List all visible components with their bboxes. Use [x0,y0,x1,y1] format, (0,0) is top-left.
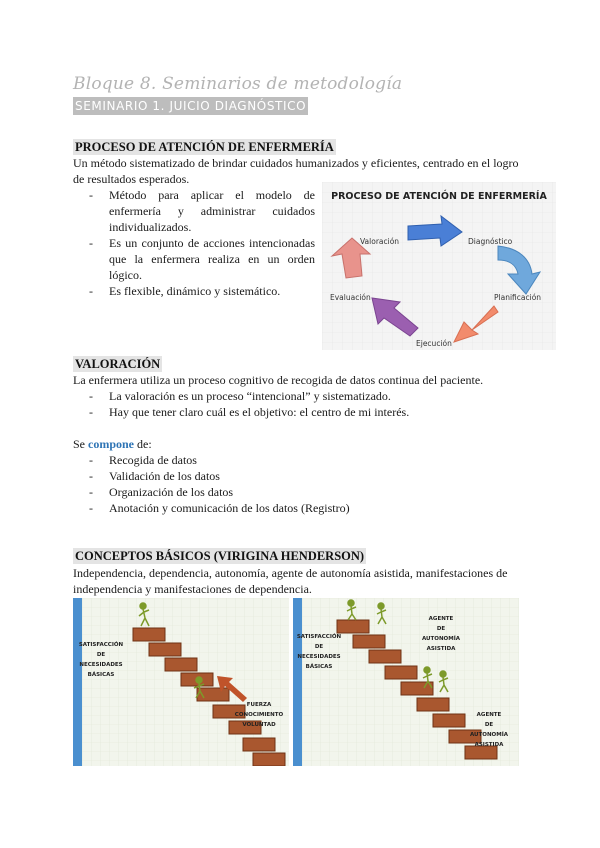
block-title: Bloque 8. Seminarios de metodología [73,74,403,94]
pae-cycle-diagram [322,182,556,350]
compone-post: de: [134,437,152,451]
diagram-title: PROCESO DE ATENCIÓN DE ENFERMERÍA [331,191,547,202]
list-item: - Es flexible, dinámico y sistemático. [89,283,315,299]
list-item: - La valoración es un proceso “intencional” y sistematizado. [89,388,529,404]
agente-bottom-label-2: DE [484,722,494,728]
satisfaccion-label-2: DE [314,644,324,650]
compone-pre: Se [73,437,88,451]
blue-side-bar [293,598,302,766]
staircase-figure-independence [73,598,289,766]
list-item: - Método para aplicar el modelo de enfermería y administrar cuidados individualizados. [89,187,315,235]
agente-top-label-4: ASISTIDA [426,646,456,652]
conceptos-line2: independencia y manifestaciones de dependencia. [73,582,312,596]
compone-highlight: compone [88,437,134,451]
satisfaccion-label-4: BÁSICAS [305,664,333,670]
valoracion-heading: VALORACIÓN [75,357,161,371]
satisfaccion-label-4: BÁSICAS [87,672,115,678]
list-item: - Validación de los datos [89,468,529,484]
list-item: - Recogida de datos [89,452,529,468]
satisfaccion-label-3: NECESIDADES [297,654,341,660]
compone-line [73,436,152,452]
agente-top-label-1: AGENTE [428,616,454,622]
agente-top-label-2: DE [436,626,446,632]
stage-planificacion: Planificación [494,293,542,302]
list-item: - Anotación y comunicación de los datos (Registro) [89,500,529,516]
conceptos-line1: Independencia, dependencia, autonomía, agente de autonomía asistida, manifestaciones de [73,566,508,580]
pae-bullet-list [89,187,315,299]
agente-top-label-3: AUTONOMÍA [421,636,461,642]
pae-intro-line1: Un método sistematizado de brindar cuidados humanizados y eficientes, centrado en el logro [73,156,519,170]
satisfaccion-label-1: SATISFACCIÓN [78,642,124,648]
stage-evaluacion: Evaluación [330,293,371,302]
agente-bottom-label-1: AGENTE [476,712,502,718]
valoracion-intro: La enfermera utiliza un proceso cognitivo de recogida de datos continua del paciente. [73,373,484,387]
list-item: - Organización de los datos [89,484,529,500]
valoracion-bullet-list [89,388,529,420]
fuerza-label-2: CONOCIMIENTO [234,712,284,718]
agente-bottom-label-4: ASISTIDA [474,742,504,748]
satisfaccion-label-2: DE [96,652,106,658]
fuerza-label-1: FUERZA [246,702,272,708]
components-list [89,452,529,516]
pae-heading: PROCESO DE ATENCIÓN DE ENFERMERÍA [75,140,334,154]
satisfaccion-label-3: NECESIDADES [79,662,123,668]
staircase-figure-agente [293,598,519,766]
list-item: - Hay que tener claro cuál es el objetivo: el centro de mi interés. [89,404,529,420]
stage-ejecucion: Ejecución [416,339,452,348]
pae-intro-line2: de resultados esperados. [73,172,190,186]
agente-bottom-label-3: AUTONOMÍA [469,732,509,738]
conceptos-heading: CONCEPTOS BÁSICOS (VIRIGINA HENDERSON) [75,549,365,563]
stage-diagnostico: Diagnóstico [468,237,513,246]
seminar-title: SEMINARIO 1. JUICIO DIAGNÓSTICO [75,99,307,113]
stage-valoracion: Valoración [360,237,400,246]
fuerza-label-3: VOLUNTAD [242,722,276,728]
list-item: - Es un conjunto de acciones intencionadas que la enfermera realiza en un orden lógico. [89,235,315,283]
blue-side-bar [73,598,82,766]
satisfaccion-label-1: SATISFACCIÓN [296,634,342,640]
